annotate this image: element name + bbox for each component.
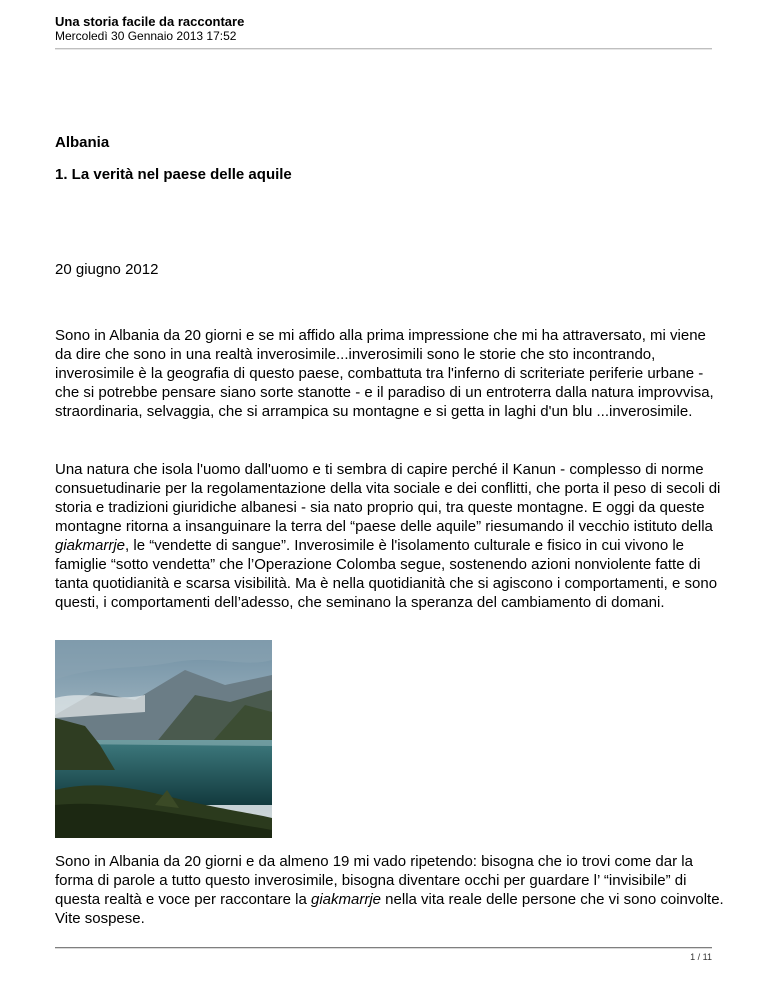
paragraph-3-text-a: Sono in Albania da 20 giorni e da almeno 19 mi vado ripetendo: bisogna che io trovi come dar la forma di parole a tutto questo inverosimile, bisogna diventare occhi per guardare l’ “invisibile” di questa realtà e voce per raccontare la — [55, 853, 693, 908]
document-date: Mercoledì 30 Gennaio 2013 17:52 — [55, 29, 237, 43]
landscape-photo — [55, 640, 272, 838]
section-heading: Albania — [55, 134, 110, 151]
page-number: 1 / 11 — [690, 952, 712, 962]
document-title: Una storia facile da raccontare — [55, 14, 245, 29]
paragraph-3-emphasis: giakmarrje — [310, 891, 382, 908]
paragraph-2-text-a: Una natura che isola l'uomo dall'uomo e ti sembra di capire perché il Kanun - complesso di norme consuetudinarie per la regolamentazione della vita sociale e dei conflitti, che porta il peso di secoli di storia e tradizioni giuridiche albanesi - sia nato proprio qui, tra queste montagne. E oggi da queste montagne ritorna a insanguinare la terra del “paese delle aquile” riesumando il vecchio istituto della — [55, 461, 721, 535]
paragraph-3 — [55, 852, 725, 928]
footer-divider — [55, 947, 712, 949]
paragraph-2-text-b: , le “vendette di sangue”. Inverosimile è l'isolamento culturale e fisico in cui vivono le famiglie “sotto vendetta” che l’Operazione Colomba segue, sostenendo azioni nonviolente fatte di tanta quotidianità e scarsa visibilità. Ma è nella quotidianità che si agiscono i comportamenti, e sono questi, i comportamenti dell’adesso, che seminano la speranza del cambiamento di domani. — [55, 537, 718, 611]
paragraph-3-text-b: nella vita reale delle persone che vi sono coinvolte. Vite sospese. — [55, 891, 724, 927]
paragraph-2-emphasis: giakmarrje — [55, 537, 126, 554]
paragraph-2 — [55, 460, 725, 612]
article-date: 20 giugno 2012 — [55, 261, 159, 278]
header-divider — [55, 48, 712, 50]
paragraph-1: Sono in Albania da 20 giorni e se mi affido alla prima impressione che mi ha attraversato, mi viene da dire che sono in una realtà inverosimile...inverosimili sono le storie che sto incontrando, inverosimile è la geografia di questo paese, combattuta tra l'inferno di scriteriate periferie urbane - che si potrebbe pensare siano sorte stanotte - e il paradiso di un entroterra dalla natura improvvisa, straordinaria, selvaggia, che si arrampica su montagne e si getta in laghi d'un blu ...inverosimile. — [55, 327, 714, 420]
article-subtitle: 1. La verità nel paese delle aquile — [55, 166, 292, 183]
